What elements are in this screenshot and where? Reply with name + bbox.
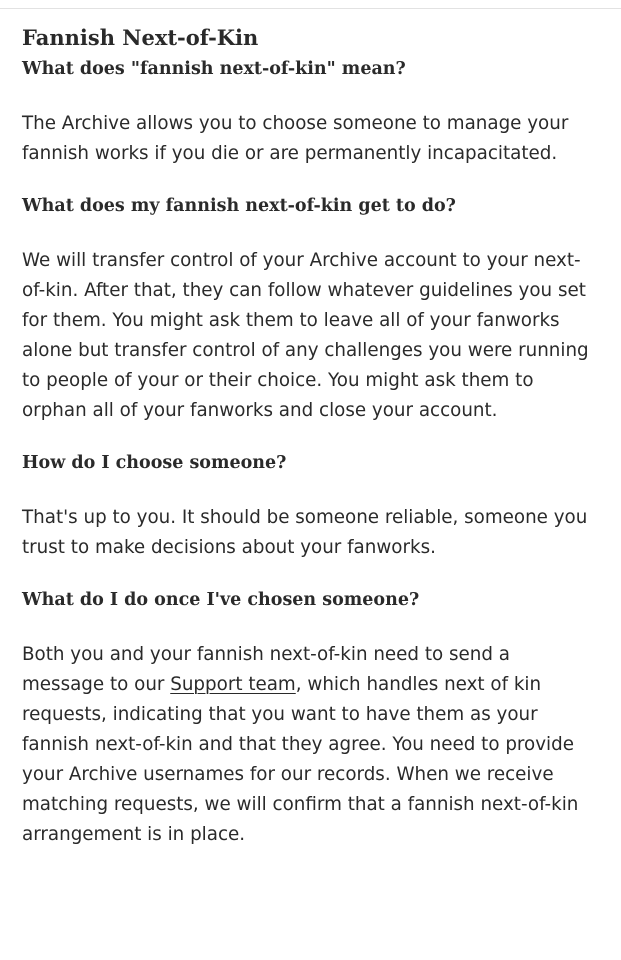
answer-text-after-link: , which handles next of kin requests, indicating that you want to have them as your fannish next-of-kin and that they agree. You need to provide your Archive usernames for our records. When we receive matching requests, we will confirm that a fannish next-of-kin arrangement is in place.: [22, 674, 579, 845]
support-team-link[interactable]: Support team: [170, 674, 296, 695]
faq-question-duties: What does my fannish next-of-kin get to do?: [22, 196, 456, 216]
page-title: Fannish Next-of-Kin: [22, 25, 259, 50]
faq-answer-meaning: The Archive allows you to choose someone to manage your fannish works if you die or are permanently incapacitated.: [22, 113, 569, 164]
faq-answer-choose: That's up to you. It should be someone reliable, someone you trust to make decisions about your fanworks.: [22, 507, 588, 558]
faq-question-choose: How do I choose someone?: [22, 453, 287, 473]
faq-answer-duties: We will transfer control of your Archive account to your next-of-kin. After that, they can follow whatever guidelines you set for them. You might ask them to leave all of your fanworks alone but transfer control of any challenges you were running to people of your or their choice. You might ask them to orphan all of your fanworks and close your account.: [22, 250, 589, 421]
faq-answer-next-steps: [22, 640, 597, 850]
top-divider: [0, 8, 621, 9]
answer-text-before-link: Both you and your fannish next-of-kin need to send a message to our: [22, 644, 510, 695]
faq-question-next-steps: What do I do once I've chosen someone?: [22, 590, 420, 610]
faq-section: [22, 22, 597, 874]
faq-question-meaning: What does "fannish next-of-kin" mean?: [22, 59, 406, 79]
